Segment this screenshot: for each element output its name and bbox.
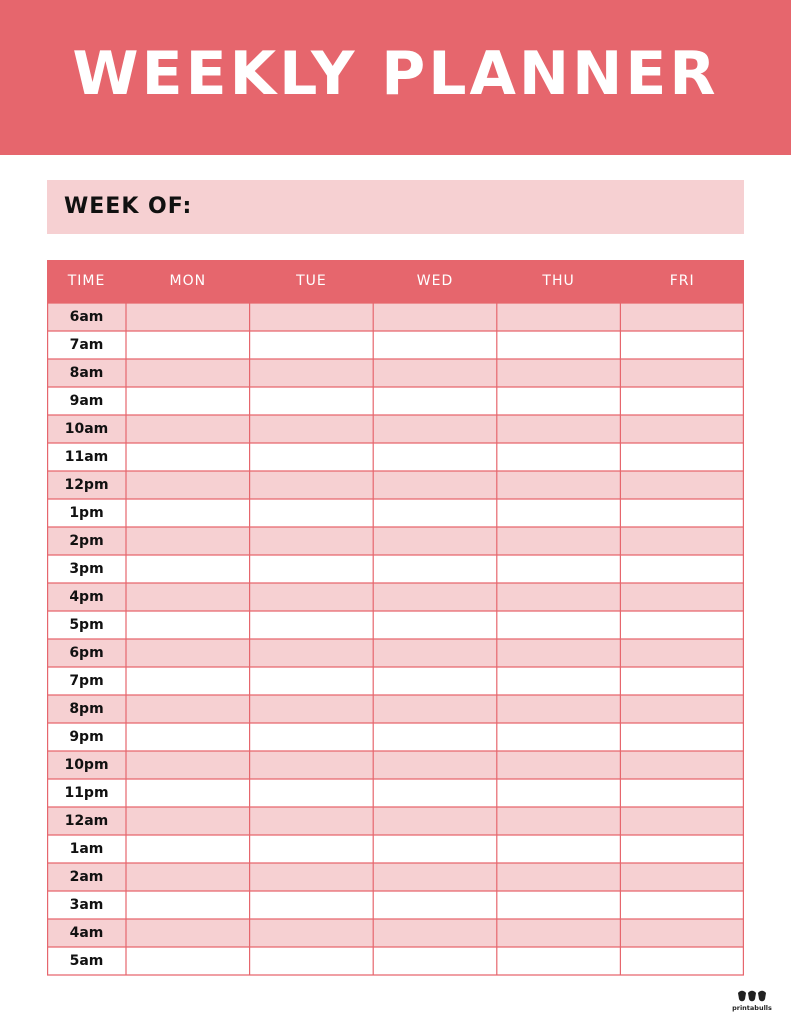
time-cell: 2am	[69, 869, 104, 885]
entry-cell-thu[interactable]	[497, 499, 621, 527]
entry-cell-mon[interactable]	[126, 639, 250, 667]
entry-cell-wed[interactable]	[373, 527, 497, 555]
entry-cell-tue[interactable]	[250, 751, 374, 779]
time-cell: 11pm	[64, 785, 109, 801]
entry-cell-wed[interactable]	[373, 415, 497, 443]
entry-cell-mon[interactable]	[126, 583, 250, 611]
entry-cell-tue[interactable]	[250, 723, 374, 751]
entry-cell-wed[interactable]	[373, 695, 497, 723]
time-cell: 5pm	[69, 617, 104, 633]
time-cell: 4am	[69, 925, 104, 941]
entry-cell-fri[interactable]	[620, 779, 744, 807]
entry-cell-wed[interactable]	[373, 611, 497, 639]
table-row	[47, 807, 744, 835]
entry-cell-tue[interactable]	[250, 415, 374, 443]
entry-cell-wed[interactable]	[373, 331, 497, 359]
entry-cell-thu[interactable]	[497, 331, 621, 359]
entry-cell-wed[interactable]	[373, 835, 497, 863]
entry-cell-thu[interactable]	[497, 695, 621, 723]
entry-cell-tue[interactable]	[250, 807, 374, 835]
entry-cell-wed[interactable]	[373, 443, 497, 471]
table-row	[47, 443, 744, 471]
entry-cell-mon[interactable]	[126, 919, 250, 947]
entry-cell-mon[interactable]	[126, 359, 250, 387]
time-cell: 4pm	[69, 589, 104, 605]
entry-cell-tue[interactable]	[250, 443, 374, 471]
column-header-thu: THU	[542, 273, 575, 289]
time-cell: 1am	[69, 841, 104, 857]
time-cell: 10am	[64, 421, 109, 437]
entry-cell-wed[interactable]	[373, 583, 497, 611]
entry-cell-fri[interactable]	[620, 947, 744, 975]
time-cell: 6pm	[69, 645, 104, 661]
entry-cell-thu[interactable]	[497, 667, 621, 695]
entry-cell-thu[interactable]	[497, 359, 621, 387]
table-header-row	[47, 260, 744, 303]
time-cell: 7am	[69, 337, 104, 353]
week-of-label: WEEK OF:	[64, 194, 193, 219]
printabulls-logo	[732, 989, 772, 1013]
entry-cell-fri[interactable]	[620, 891, 744, 919]
entry-cell-mon[interactable]	[126, 751, 250, 779]
planner-table	[47, 260, 744, 977]
table-row	[47, 723, 744, 751]
entry-cell-wed[interactable]	[373, 303, 497, 331]
column-header-tue: TUE	[296, 273, 327, 289]
entry-cell-wed[interactable]	[373, 667, 497, 695]
entry-cell-thu[interactable]	[497, 303, 621, 331]
entry-cell-fri[interactable]	[620, 695, 744, 723]
entry-cell-fri[interactable]	[620, 387, 744, 415]
column-header-time: TIME	[67, 273, 106, 289]
entry-cell-thu[interactable]	[497, 751, 621, 779]
entry-cell-mon[interactable]	[126, 779, 250, 807]
time-cell: 7pm	[69, 673, 104, 689]
entry-cell-tue[interactable]	[250, 303, 374, 331]
table-row	[47, 583, 744, 611]
entry-cell-thu[interactable]	[497, 443, 621, 471]
entry-cell-wed[interactable]	[373, 387, 497, 415]
entry-cell-thu[interactable]	[497, 835, 621, 863]
entry-cell-wed[interactable]	[373, 471, 497, 499]
week-of-box[interactable]	[47, 180, 744, 234]
time-cell: 8am	[69, 365, 104, 381]
entry-cell-wed[interactable]	[373, 891, 497, 919]
entry-cell-tue[interactable]	[250, 891, 374, 919]
entry-cell-tue[interactable]	[250, 359, 374, 387]
entry-cell-thu[interactable]	[497, 947, 621, 975]
entry-cell-mon[interactable]	[126, 331, 250, 359]
table-row	[47, 527, 744, 555]
time-cell: 12am	[64, 813, 109, 829]
table-row	[47, 611, 744, 639]
table-row	[47, 863, 744, 891]
entry-cell-thu[interactable]	[497, 527, 621, 555]
entry-cell-tue[interactable]	[250, 919, 374, 947]
time-cell: 9pm	[69, 729, 104, 745]
entry-cell-fri[interactable]	[620, 863, 744, 891]
entry-cell-thu[interactable]	[497, 779, 621, 807]
table-row	[47, 359, 744, 387]
entry-cell-tue[interactable]	[250, 639, 374, 667]
time-cell: 8pm	[69, 701, 104, 717]
entry-cell-fri[interactable]	[620, 611, 744, 639]
entry-cell-mon[interactable]	[126, 555, 250, 583]
entry-cell-fri[interactable]	[620, 919, 744, 947]
bull-logo-icon	[732, 989, 772, 1013]
entry-cell-fri[interactable]	[620, 723, 744, 751]
column-header-wed: WED	[416, 273, 454, 289]
entry-cell-mon[interactable]	[126, 611, 250, 639]
entry-cell-thu[interactable]	[497, 555, 621, 583]
entry-cell-thu[interactable]	[497, 387, 621, 415]
entry-cell-fri[interactable]	[620, 359, 744, 387]
entry-cell-fri[interactable]	[620, 807, 744, 835]
entry-cell-tue[interactable]	[250, 471, 374, 499]
entry-cell-tue[interactable]	[250, 387, 374, 415]
entry-cell-fri[interactable]	[620, 415, 744, 443]
time-cell: 1pm	[69, 505, 104, 521]
entry-cell-thu[interactable]	[497, 723, 621, 751]
table-row	[47, 891, 744, 919]
entry-cell-wed[interactable]	[373, 751, 497, 779]
time-cell: 3pm	[69, 561, 104, 577]
entry-cell-fri[interactable]	[620, 835, 744, 863]
entry-cell-mon[interactable]	[126, 695, 250, 723]
table-row	[47, 555, 744, 583]
entry-cell-wed[interactable]	[373, 919, 497, 947]
entry-cell-tue[interactable]	[250, 667, 374, 695]
table-body	[47, 303, 744, 977]
logo-text: printabulls	[732, 1004, 772, 1012]
entry-cell-mon[interactable]	[126, 499, 250, 527]
entry-cell-wed[interactable]	[373, 359, 497, 387]
table-row	[47, 919, 744, 947]
table-row	[47, 779, 744, 807]
entry-cell-mon[interactable]	[126, 863, 250, 891]
column-header-mon: MON	[169, 273, 207, 289]
entry-cell-thu[interactable]	[497, 611, 621, 639]
entry-cell-mon[interactable]	[126, 947, 250, 975]
table-row	[47, 331, 744, 359]
time-cell: 12pm	[64, 477, 109, 493]
table-row	[47, 415, 744, 443]
entry-cell-tue[interactable]	[250, 527, 374, 555]
entry-cell-tue[interactable]	[250, 583, 374, 611]
entry-cell-mon[interactable]	[126, 835, 250, 863]
entry-cell-tue[interactable]	[250, 863, 374, 891]
entry-cell-tue[interactable]	[250, 499, 374, 527]
table-row	[47, 303, 744, 331]
entry-cell-mon[interactable]	[126, 723, 250, 751]
entry-cell-tue[interactable]	[250, 611, 374, 639]
time-cell: 11am	[64, 449, 109, 465]
entry-cell-wed[interactable]	[373, 947, 497, 975]
entry-cell-thu[interactable]	[497, 471, 621, 499]
entry-cell-thu[interactable]	[497, 863, 621, 891]
table-row	[47, 751, 744, 779]
table-row	[47, 639, 744, 667]
page-title: WEEKLY PLANNER	[72, 39, 719, 109]
entry-cell-wed[interactable]	[373, 779, 497, 807]
entry-cell-mon[interactable]	[126, 891, 250, 919]
entry-cell-thu[interactable]	[497, 639, 621, 667]
table-row	[47, 471, 744, 499]
entry-cell-fri[interactable]	[620, 443, 744, 471]
entry-cell-fri[interactable]	[620, 555, 744, 583]
entry-cell-fri[interactable]	[620, 751, 744, 779]
entry-cell-fri[interactable]	[620, 499, 744, 527]
entry-cell-wed[interactable]	[373, 807, 497, 835]
column-header-fri: FRI	[669, 273, 695, 289]
entry-cell-thu[interactable]	[497, 807, 621, 835]
entry-cell-thu[interactable]	[497, 891, 621, 919]
time-cell: 6am	[69, 309, 104, 325]
entry-cell-tue[interactable]	[250, 555, 374, 583]
table-row	[47, 695, 744, 723]
entry-cell-fri[interactable]	[620, 527, 744, 555]
entry-cell-wed[interactable]	[373, 639, 497, 667]
entry-cell-tue[interactable]	[250, 331, 374, 359]
entry-cell-mon[interactable]	[126, 443, 250, 471]
entry-cell-tue[interactable]	[250, 695, 374, 723]
entry-cell-thu[interactable]	[497, 415, 621, 443]
entry-cell-mon[interactable]	[126, 807, 250, 835]
entry-cell-tue[interactable]	[250, 835, 374, 863]
table-row	[47, 387, 744, 415]
entry-cell-wed[interactable]	[373, 555, 497, 583]
entry-cell-fri[interactable]	[620, 639, 744, 667]
entry-cell-mon[interactable]	[126, 303, 250, 331]
table-row	[47, 835, 744, 863]
entry-cell-thu[interactable]	[497, 919, 621, 947]
entry-cell-tue[interactable]	[250, 947, 374, 975]
entry-cell-wed[interactable]	[373, 499, 497, 527]
entry-cell-mon[interactable]	[126, 667, 250, 695]
time-cell: 10pm	[64, 757, 109, 773]
table-row	[47, 499, 744, 527]
entry-cell-fri[interactable]	[620, 331, 744, 359]
entry-cell-fri[interactable]	[620, 667, 744, 695]
time-cell: 9am	[69, 393, 104, 409]
entry-cell-fri[interactable]	[620, 583, 744, 611]
entry-cell-mon[interactable]	[126, 387, 250, 415]
entry-cell-fri[interactable]	[620, 303, 744, 331]
table-row	[47, 667, 744, 695]
entry-cell-thu[interactable]	[497, 583, 621, 611]
entry-cell-wed[interactable]	[373, 863, 497, 891]
entry-cell-mon[interactable]	[126, 527, 250, 555]
entry-cell-fri[interactable]	[620, 471, 744, 499]
entry-cell-mon[interactable]	[126, 471, 250, 499]
entry-cell-wed[interactable]	[373, 723, 497, 751]
entry-cell-tue[interactable]	[250, 779, 374, 807]
time-cell: 3am	[69, 897, 104, 913]
time-cell: 5am	[69, 953, 104, 969]
time-cell: 2pm	[69, 533, 104, 549]
entry-cell-mon[interactable]	[126, 415, 250, 443]
table-row	[47, 947, 744, 975]
